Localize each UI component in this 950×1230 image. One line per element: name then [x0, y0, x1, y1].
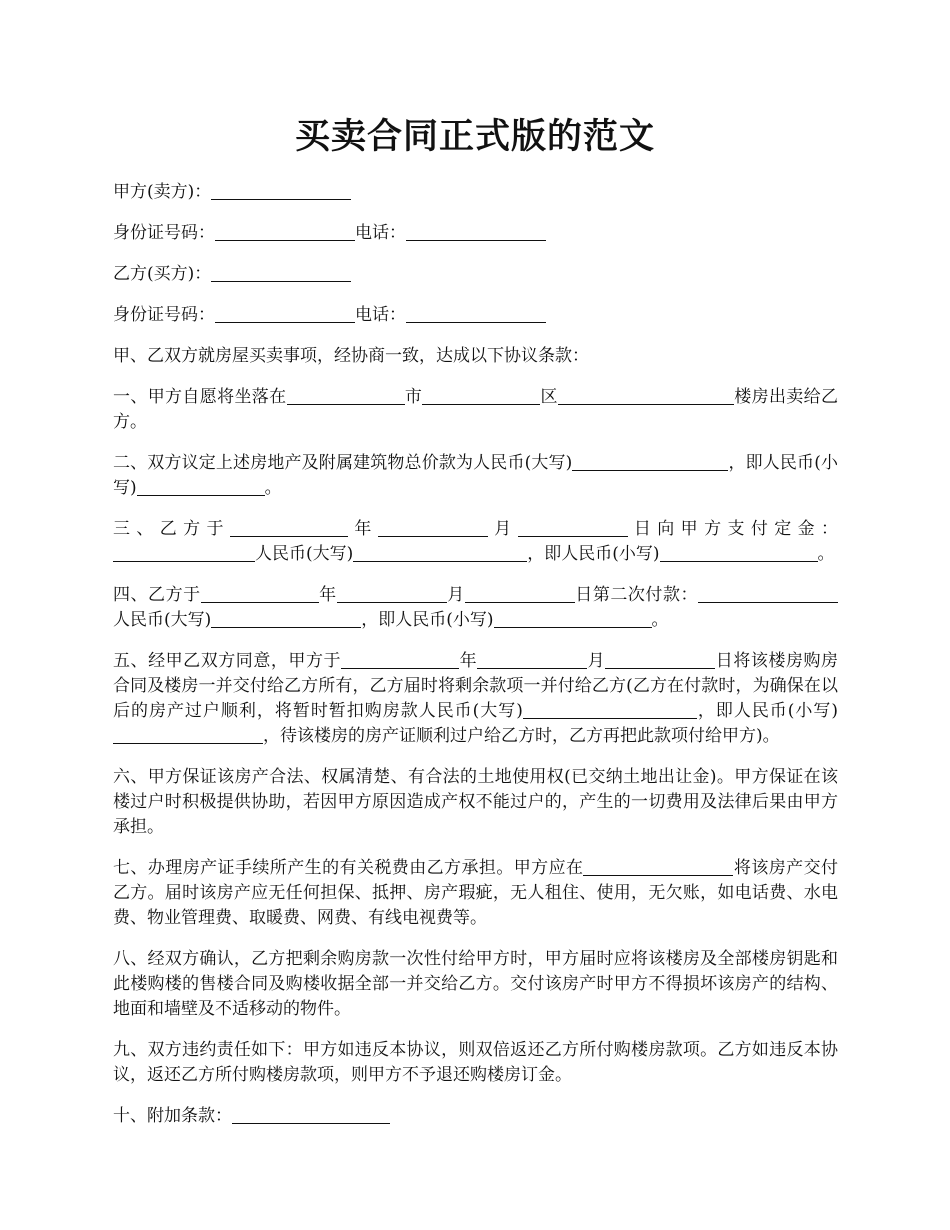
clause-5-blank-upper	[523, 700, 697, 719]
clause-4-blank-payment	[698, 584, 838, 603]
clause-5-blank-year	[341, 650, 459, 669]
clause-3-text-b: 年	[347, 519, 378, 539]
clause-4-blank-upper	[211, 609, 361, 628]
clause-10	[113, 1104, 838, 1129]
phone-a-label: 电话：	[355, 223, 406, 243]
clause-1-text-b: 市	[404, 387, 423, 407]
clause-4-text-d: 日第二次付款：	[574, 585, 699, 605]
clause-4-text-g: 。	[651, 610, 669, 630]
clause-4-blank-day	[465, 584, 575, 603]
clause-8: 八、经双方确认，乙方把剩余购房款一次性付给甲方时，甲方届时应将该楼房及全部楼房钥匙和此楼购楼的售楼合同及购楼收据全部一并交给乙方。交付该房产时甲方不得损坏该房产的结构、地面和墙壁及不适移动的物件。	[113, 949, 838, 1019]
clause-4-text-e: 人民币(大写)	[113, 610, 212, 630]
clause-2-blank-upper	[572, 452, 728, 471]
clause-10-blank	[232, 1105, 390, 1124]
party-b-line	[113, 262, 838, 287]
clause-3-blank-deposit	[113, 543, 233, 562]
document-body	[113, 180, 838, 1145]
clause-2-text-c: 。	[264, 478, 282, 498]
clause-5-blank-lower	[113, 725, 263, 744]
clause-5-blank-month	[477, 650, 587, 669]
party-a-label: 甲方(卖方)：	[113, 182, 212, 202]
id-a-blank	[215, 222, 355, 241]
clause-9: 九、双方违约责任如下：甲方如违反本协议，则双倍返还乙方所付购楼房款项。乙方如违反本协议，返还乙方所付购楼房款项，则甲方不予退还购楼房订金。	[113, 1040, 838, 1085]
phone-b-label: 电话：	[355, 305, 406, 325]
clause-4	[113, 583, 838, 633]
intro-paragraph: 甲、乙双方就房屋买卖事项，经协商一致，达成以下协议条款：	[113, 346, 589, 366]
clause-5	[113, 649, 838, 749]
clause-3-blank-lower	[660, 543, 818, 562]
clause-1-text-c: 区	[540, 387, 558, 407]
clause-1-blank-city	[287, 386, 405, 405]
clause-5-text-b: 年	[459, 651, 478, 671]
clause-3-text-e: 人民币(大写)	[255, 544, 354, 564]
clause-4-text-a: 四、乙方于	[113, 585, 201, 605]
id-b-label: 身份证号码：	[113, 305, 215, 325]
clause-7-text-a: 七、办理房产证手续所产生的有关税费由乙方承担。甲方应在	[113, 858, 584, 878]
clause-1-blank-location	[558, 386, 734, 405]
clause-4-text-b: 年	[318, 585, 337, 605]
clause-3-blank-year	[230, 518, 348, 537]
clause-5-text-d: 日将该楼房购房合同及楼房一并交付给乙方所有，乙方届时将剩余款项一并付给乙方(乙方在付款时，为确保在以后的房产过户顺利，将暂时暂扣购房款人民币(大写)	[113, 651, 839, 721]
clause-10-label: 十、附加条款：	[113, 1106, 232, 1126]
party-b-id-line	[113, 303, 838, 328]
clause-1-text-a: 一、甲方自愿将坐落在	[113, 387, 287, 407]
clause-3	[113, 517, 838, 567]
clause-3-blank-day	[518, 518, 628, 537]
clause-4-text-f: ，即人民币(小写)	[361, 610, 494, 630]
id-a-label: 身份证号码：	[113, 223, 215, 243]
clause-5-text-a: 五、经甲乙双方同意，甲方于	[113, 651, 342, 671]
clause-7-text-b: 将该房产交付乙方。届时该房产应无任何担保、抵押、房产瑕疵，无人租住、使用，无欠账，如电话费、水电费、物业管理费、取暖费、网费、有线电视费等。	[113, 858, 839, 928]
clause-3-blank-upper	[353, 543, 527, 562]
clause-6: 六、甲方保证该房产合法、权属清楚、有合法的土地使用权(已交纳土地出让金)。甲方保证在该楼过户时积极提供协助，若因甲方原因造成产权不能过户的，产生的一切费用及法律后果由甲方承担。	[113, 767, 838, 837]
document-title: 买卖合同正式版的范文	[294, 116, 655, 157]
clause-3-text-a: 三、乙方于	[113, 519, 230, 539]
phone-b-blank	[406, 304, 546, 323]
clause-2-text-b: ，即人民币(小写)	[113, 453, 838, 498]
clause-3-text-c: 月	[487, 519, 518, 539]
clause-7	[113, 856, 838, 931]
clause-4-blank-lower	[494, 609, 652, 628]
clause-2	[113, 451, 838, 501]
party-b-blank	[211, 263, 351, 282]
clause-2-text-a: 二、双方议定上述房地产及附属建筑物总价款为人民币(大写)	[113, 453, 573, 473]
clause-3-text-g: 。	[817, 544, 835, 564]
party-a-blank	[211, 181, 351, 200]
clause-5-blank-day	[605, 650, 715, 669]
clause-1-text-d: 楼房出卖给乙方。	[113, 387, 839, 432]
clause-2-blank-lower	[137, 477, 265, 496]
clause-5-text-c: 月	[587, 651, 606, 671]
clause-3-text-d: 日向甲方支付定金：	[627, 519, 839, 539]
id-b-blank	[215, 304, 355, 323]
clause-1	[113, 385, 838, 435]
party-a-id-line	[113, 221, 838, 246]
clause-3-blank-month	[378, 518, 488, 537]
phone-a-blank	[406, 222, 546, 241]
clause-3-blank-deposit-cont	[233, 543, 255, 562]
party-a-line	[113, 180, 838, 205]
clause-4-blank-year	[201, 584, 319, 603]
clause-1-blank-district	[422, 386, 540, 405]
clause-5-text-e: ，即人民币(小写)	[696, 701, 839, 721]
clause-3-text-f: ，即人民币(小写)	[527, 544, 660, 564]
clause-5-text-f: ，待该楼房的房产证顺利过户给乙方时，乙方再把此款项付给甲方)。	[263, 726, 780, 746]
clause-7-blank-date	[583, 857, 733, 876]
clause-4-text-c: 月	[446, 585, 465, 605]
clause-4-blank-month	[337, 584, 447, 603]
party-b-label: 乙方(买方)：	[113, 264, 212, 284]
